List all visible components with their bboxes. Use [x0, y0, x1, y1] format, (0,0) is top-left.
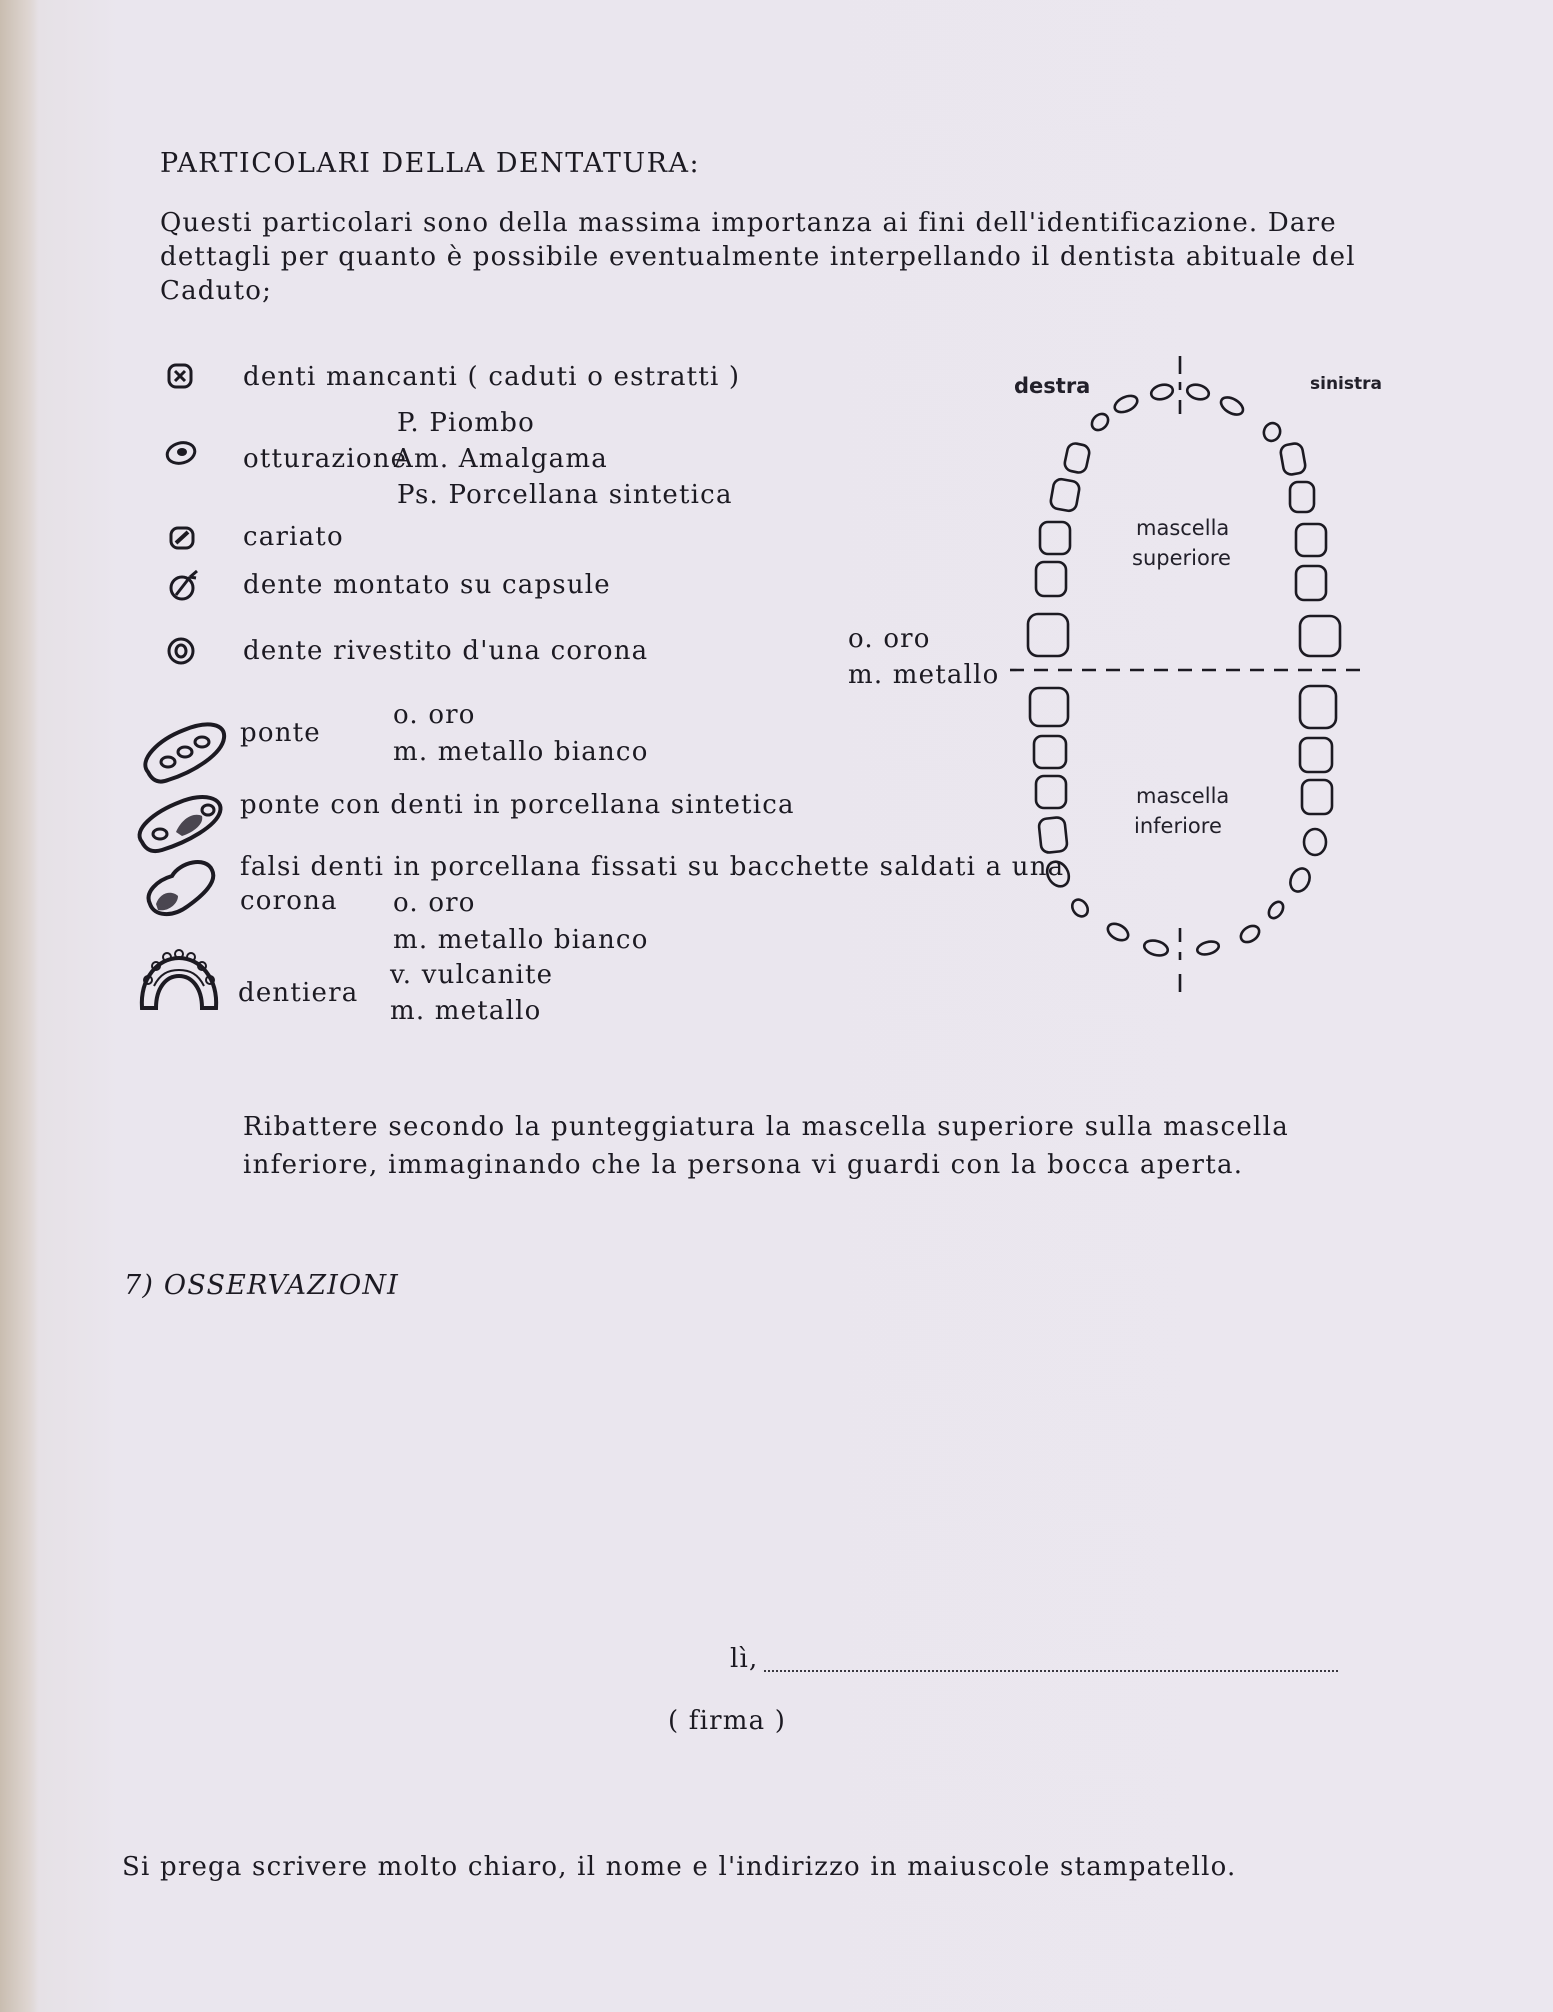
- intro-paragraph: Questi particolari sono della massima importanza ai fini dell'identificazione. Dare dettagli per quanto è possibile eventualmente interpellando il dentista abituale del Caduto;: [160, 208, 1356, 306]
- legend-denture: dentiera: [238, 978, 359, 1008]
- observations-heading: 7) OSSERVAZIONI: [124, 1270, 400, 1301]
- legend-filling: otturazione: [243, 444, 408, 474]
- signature-label: ( firma ): [668, 1706, 787, 1736]
- bridge-option-1: o. oro: [393, 700, 476, 730]
- upper-jaw-label-1: mascella: [1136, 516, 1230, 540]
- legend-decayed: cariato: [243, 522, 344, 552]
- porcelain-bridge-icon: [132, 786, 228, 858]
- upper-jaw-label-2: superiore: [1132, 546, 1231, 570]
- legend-bridge: ponte: [240, 718, 321, 748]
- diagram-right-label: destra: [1014, 374, 1091, 398]
- denture-option-2: m. metallo: [390, 996, 542, 1026]
- false-teeth-icon: [142, 852, 220, 922]
- signature-line: [764, 1670, 1338, 1672]
- legend-missing: denti mancanti ( caduti o estratti ): [243, 362, 741, 392]
- paper-edge: [0, 0, 38, 2012]
- legend-false-teeth: falsi denti in porcellana fissati su bacchette saldati a una: [240, 852, 1065, 882]
- denture-icon: [134, 948, 224, 1014]
- dental-chart: [1010, 352, 1382, 1006]
- instruction-note: Ribattere secondo la punteggiatura la mascella superiore sulla mascella inferiore, immaginando che la persona vi guardi con la bocca aperta.: [243, 1112, 1290, 1180]
- filling-option-1: P. Piombo: [397, 408, 535, 438]
- denture-option-1: v. vulcanite: [390, 960, 554, 990]
- dental-chart-drawing: [1010, 352, 1370, 1002]
- section-title: PARTICOLARI DELLA DENTATURA:: [160, 148, 701, 179]
- footer-instruction: Si prega scrivere molto chiaro, il nome e l'indirizzo in maiuscole stampatello.: [122, 1852, 1237, 1882]
- false-teeth-option-1: o. oro: [393, 888, 476, 918]
- filling-option-2: Am. Amalgama: [394, 444, 608, 474]
- signature-place: lì,: [730, 1644, 759, 1674]
- diagram-left-label: sinistra: [1310, 374, 1382, 394]
- filling-option-3: Ps. Porcellana sintetica: [397, 480, 733, 510]
- missing-tooth-icon: [166, 362, 194, 390]
- capsule-tooth-icon: [168, 568, 200, 602]
- crown-tooth-icon: [166, 636, 196, 666]
- crown-option-2: m. metallo: [848, 660, 1000, 690]
- crown-option-1: o. oro: [848, 624, 931, 654]
- bridge-icon: [138, 714, 230, 790]
- decayed-tooth-icon: [168, 524, 196, 552]
- legend-false-teeth-line2: corona: [240, 886, 338, 916]
- legend-crown: dente rivestito d'una corona: [243, 636, 649, 666]
- lower-jaw-label-1: mascella: [1136, 784, 1230, 808]
- bridge-option-2: m. metallo bianco: [393, 737, 649, 767]
- lower-jaw-label-2: inferiore: [1134, 814, 1222, 838]
- false-teeth-option-2: m. metallo bianco: [393, 925, 649, 955]
- filling-icon: [164, 440, 198, 466]
- legend-capsule: dente montato su capsule: [243, 570, 611, 600]
- legend-porcelain-bridge: ponte con denti in porcellana sintetica: [240, 790, 795, 820]
